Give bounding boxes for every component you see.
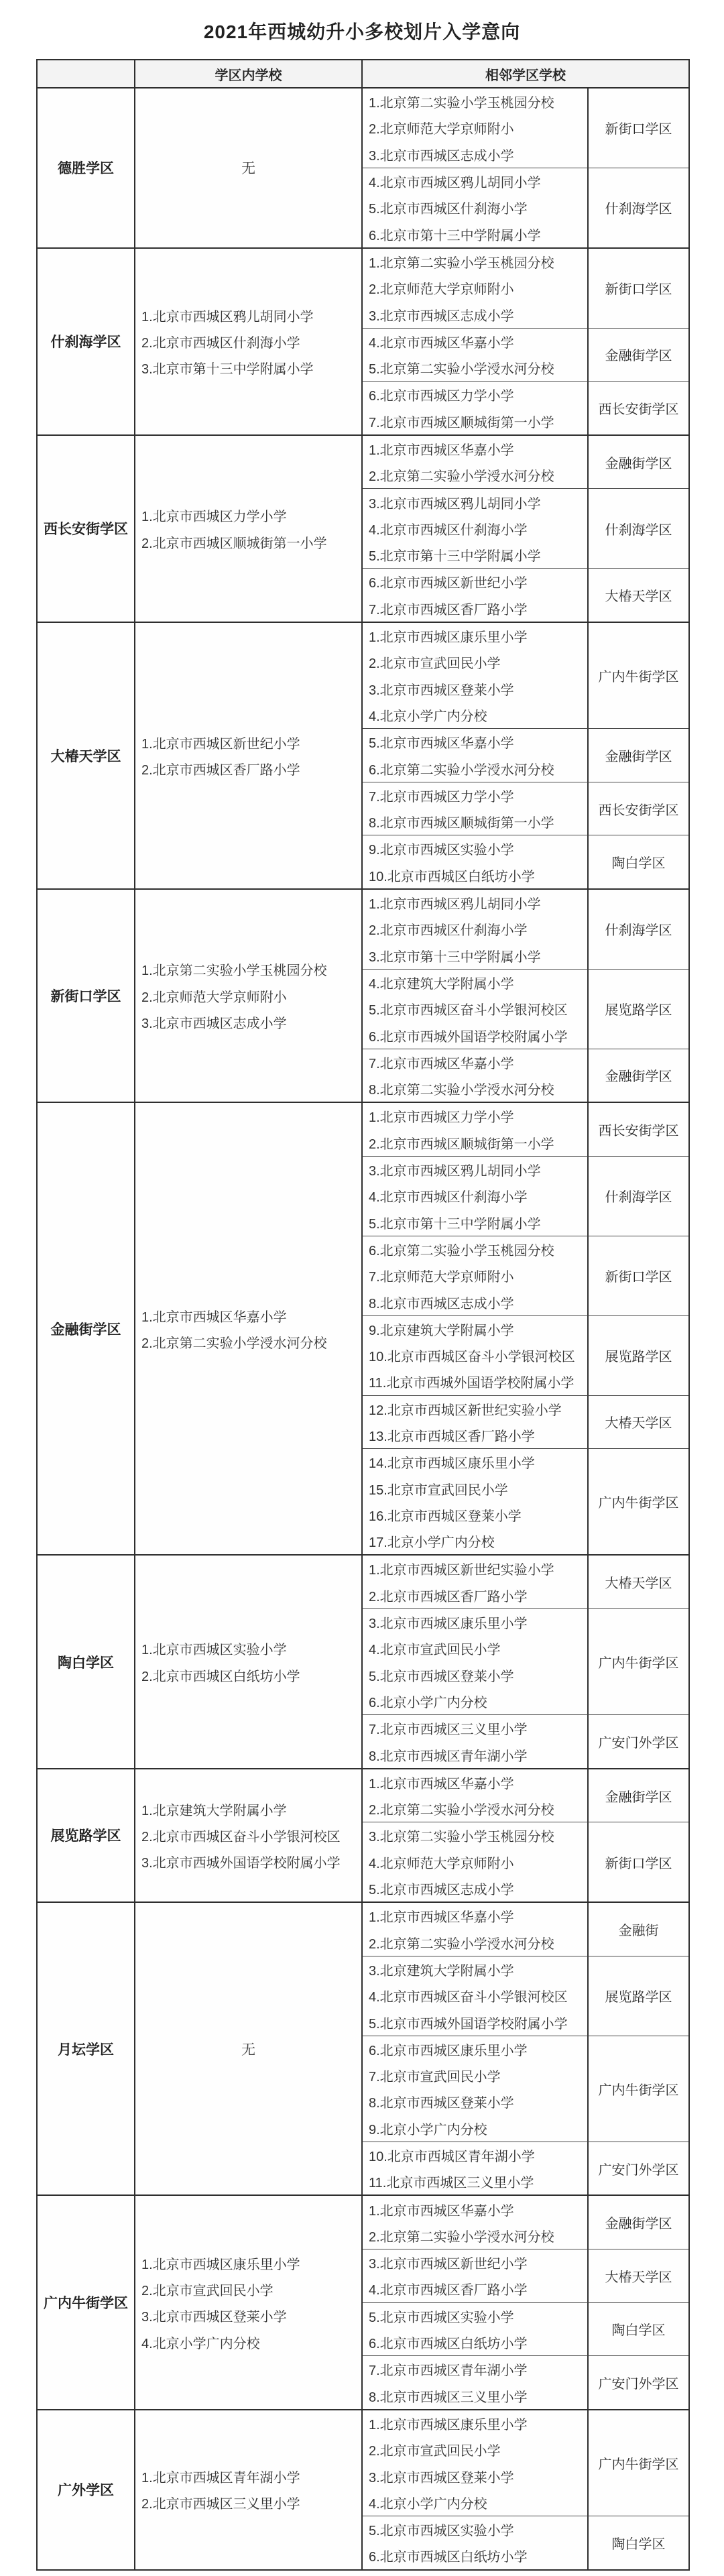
adjacent-group-row xyxy=(363,1903,688,1956)
district-row xyxy=(38,249,688,436)
adjacent-district-label: 什刹海学区 xyxy=(605,202,672,217)
adjacent-school-item: 6.北京市西城区新世纪小学 xyxy=(369,576,528,591)
adjacent-school-item: 2.北京市西城区顺城街第一小学 xyxy=(369,1136,554,1152)
adjacent-group-row xyxy=(363,2036,688,2142)
adjacent-group-row xyxy=(363,89,688,168)
adjacent-school-list xyxy=(363,1715,589,1768)
adjacent-school-item: 1.北京市西城区康乐里小学 xyxy=(369,630,528,646)
adjacent-school-list xyxy=(363,329,589,382)
adjacent-district-label: 广内牛街学区 xyxy=(598,670,679,685)
own-schools-cell xyxy=(135,249,363,434)
adjacent-group-row xyxy=(363,2356,688,2409)
adjacent-group-row xyxy=(363,1449,688,1554)
adjacent-groups-cell xyxy=(363,1556,688,1767)
adjacent-district-label: 什刹海学区 xyxy=(605,1190,672,1206)
adjacent-school-item: 6.北京市西城区白纸坊小学 xyxy=(369,2337,528,2352)
adjacent-district-label: 大椿天学区 xyxy=(605,589,672,605)
adjacent-district-label: 金融街学区 xyxy=(605,1790,672,1805)
own-school-item: 1.北京市西城区华嘉小学 xyxy=(141,1309,287,1325)
adjacent-school-item: 2.北京市宣武回民小学 xyxy=(369,2444,501,2459)
adjacent-school-item: 4.北京市西城区香厂路小学 xyxy=(369,2283,528,2298)
adjacent-school-item: 7.北京师范大学京师附小 xyxy=(369,1270,514,1285)
adjacent-school-item: 2.北京师范大学京师附小 xyxy=(369,122,514,137)
own-school-item: 3.北京市西城区志成小学 xyxy=(141,1016,287,1031)
adjacent-group-row xyxy=(363,2303,688,2357)
adjacent-district-label: 广内牛街学区 xyxy=(598,1656,679,1672)
adjacent-school-list xyxy=(363,835,589,888)
district-row xyxy=(38,1103,688,1556)
own-school-item: 2.北京市西城区三义里小学 xyxy=(141,2497,300,2512)
district-row xyxy=(38,1556,688,1769)
adjacent-school-list xyxy=(363,729,589,782)
own-school-item: 2.北京师范大学京师附小 xyxy=(141,990,287,1005)
adjacent-group-row xyxy=(363,569,688,622)
adjacent-district-label: 广安门外学区 xyxy=(598,2377,679,2392)
adjacent-school-item: 3.北京市第十三中学附属小学 xyxy=(369,949,541,965)
adjacent-district-label: 什刹海学区 xyxy=(605,923,672,939)
adjacent-school-item: 5.北京市西城区奋斗小学银河校区 xyxy=(369,1003,568,1018)
adjacent-school-item: 6.北京市西城区康乐里小学 xyxy=(369,2043,528,2058)
adjacent-groups-cell xyxy=(363,436,688,622)
adjacent-district-label: 新街口学区 xyxy=(605,122,672,137)
adjacent-group-row xyxy=(363,1236,688,1316)
own-school-item: 1.北京市西城区力学小学 xyxy=(141,510,287,525)
adjacent-group-row xyxy=(363,1715,688,1768)
adjacent-school-item: 8.北京市西城区三义里小学 xyxy=(369,2390,528,2405)
adjacent-district-label: 金融街 xyxy=(618,1923,659,1938)
adjacent-group-row xyxy=(363,1956,688,2036)
adjacent-school-list xyxy=(363,569,589,622)
district-row xyxy=(38,890,688,1103)
adjacent-school-item: 7.北京市西城区三义里小学 xyxy=(369,1722,528,1738)
adjacent-school-item: 8.北京市西城区登莱小学 xyxy=(369,2096,514,2111)
own-school-item: 4.北京小学广内分校 xyxy=(141,2336,260,2351)
adjacent-school-item: 3.北京市西城区鸦儿胡同小学 xyxy=(369,1164,541,1179)
adjacent-school-item: 2.北京第二实验小学涭水河分校 xyxy=(369,1803,554,1818)
adjacent-school-item: 8.北京市西城区顺城街第一小学 xyxy=(369,816,554,831)
adjacent-school-list xyxy=(363,2196,589,2249)
adjacent-district-label: 金融街学区 xyxy=(605,456,672,471)
adjacent-groups-cell xyxy=(363,890,688,1102)
adjacent-school-item: 3.北京市西城区登莱小学 xyxy=(369,683,514,698)
own-school-item: 无 xyxy=(241,2042,255,2058)
adjacent-group-row xyxy=(363,2196,688,2249)
adjacent-district-label: 陶白学区 xyxy=(611,856,666,872)
own-schools-cell xyxy=(135,1903,363,2194)
adjacent-school-list xyxy=(363,2356,589,2409)
adjacent-school-item: 2.北京第二实验小学涭水河分校 xyxy=(369,2229,554,2245)
adjacent-school-item: 3.北京市西城区康乐里小学 xyxy=(369,1617,528,1632)
adjacent-school-item: 2.北京第二实验小学涭水河分校 xyxy=(369,469,554,485)
adjacent-school-item: 2.北京市宣武回民小学 xyxy=(369,656,501,672)
own-school-item: 2.北京第二实验小学涭水河分校 xyxy=(141,1336,327,1351)
adjacent-school-list xyxy=(363,489,589,568)
adjacent-groups-cell xyxy=(363,1769,688,1901)
adjacent-groups-cell xyxy=(363,623,688,888)
adjacent-school-item: 11.北京市西城区三义里小学 xyxy=(369,2176,534,2191)
adjacent-school-item: 4.北京市西城区什刹海小学 xyxy=(369,1190,528,1206)
adjacent-school-item: 4.北京市西城区奋斗小学银河校区 xyxy=(369,1990,568,2005)
adjacent-school-item: 1.北京市西城区鸦儿胡同小学 xyxy=(369,897,541,913)
adjacent-school-item: 8.北京市西城区青年湖小学 xyxy=(369,1749,528,1764)
adjacent-school-item: 1.北京市西城区力学小学 xyxy=(369,1110,514,1126)
adjacent-school-list xyxy=(363,1449,589,1554)
adjacent-school-item: 16.北京市西城区登莱小学 xyxy=(369,1509,522,1524)
adjacent-school-list xyxy=(363,2142,589,2195)
adjacent-group-row xyxy=(363,890,688,970)
header-cell-own-schools: 学区内学校 xyxy=(135,60,363,87)
adjacent-school-item: 5.北京市第十三中学附属小学 xyxy=(369,549,541,565)
adjacent-school-item: 5.北京市西城区实验小学 xyxy=(369,2310,514,2325)
own-schools-cell xyxy=(135,1103,363,1554)
adjacent-school-item: 8.北京市西城区志成小学 xyxy=(369,1296,514,1311)
district-row xyxy=(38,436,688,623)
adjacent-school-item: 5.北京市西城区华嘉小学 xyxy=(369,736,514,752)
adjacent-group-row xyxy=(363,1049,688,1102)
own-school-item: 3.北京市第十三中学附属小学 xyxy=(141,362,314,377)
adjacent-school-item: 1.北京市西城区华嘉小学 xyxy=(369,1910,514,1926)
adjacent-district-label: 新街口学区 xyxy=(605,282,672,298)
adjacent-group-row xyxy=(363,729,688,782)
adjacent-groups-cell xyxy=(363,89,688,247)
own-schools-cell xyxy=(135,623,363,888)
adjacent-school-item: 4.北京师范大学京师附小 xyxy=(369,1856,514,1871)
own-school-item: 1.北京市西城区康乐里小学 xyxy=(141,2257,300,2272)
own-school-item: 3.北京市西城区登莱小学 xyxy=(141,2310,287,2325)
adjacent-school-item: 3.北京市西城区新世纪小学 xyxy=(369,2257,528,2272)
adjacent-school-item: 1.北京市西城区华嘉小学 xyxy=(369,443,514,458)
adjacent-group-row xyxy=(363,1822,688,1901)
adjacent-school-item: 6.北京市西城区力学小学 xyxy=(369,389,514,404)
adjacent-school-list xyxy=(363,1556,589,1608)
adjacent-group-row xyxy=(363,623,688,729)
adjacent-school-item: 6.北京第二实验小学玉桃园分校 xyxy=(369,1243,554,1258)
adjacent-group-row xyxy=(363,2142,688,2195)
adjacent-group-row xyxy=(363,835,688,888)
adjacent-school-list xyxy=(363,1903,589,1956)
district-row xyxy=(38,1769,688,1903)
adjacent-district-label: 陶白学区 xyxy=(611,2536,666,2552)
adjacent-school-list xyxy=(363,249,589,328)
adjacent-group-row xyxy=(363,1316,688,1396)
adjacent-groups-cell xyxy=(363,1103,688,1554)
adjacent-school-item: 2.北京市西城区什刹海小学 xyxy=(369,923,528,939)
adjacent-district-label: 广内牛街学区 xyxy=(598,2083,679,2098)
adjacent-school-item: 5.北京市西城区志成小学 xyxy=(369,1883,514,1898)
own-school-item: 无 xyxy=(241,161,255,177)
adjacent-school-list xyxy=(363,2303,589,2356)
adjacent-school-list xyxy=(363,623,589,728)
adjacent-district-label: 金融街学区 xyxy=(605,749,672,764)
adjacent-school-item: 9.北京建筑大学附属小学 xyxy=(369,1323,514,1338)
district-name: 什刹海学区 xyxy=(38,249,135,434)
adjacent-district-label: 大椿天学区 xyxy=(605,1416,672,1431)
adjacent-school-item: 9.北京市西城区实验小学 xyxy=(369,843,514,858)
adjacent-school-item: 10.北京市西城区青年湖小学 xyxy=(369,2150,535,2164)
district-name: 金融街学区 xyxy=(38,1103,135,1554)
adjacent-district-label: 大椿天学区 xyxy=(605,2270,672,2285)
adjacent-school-list xyxy=(363,1396,589,1449)
own-school-item: 2.北京市西城区顺城街第一小学 xyxy=(141,536,327,551)
adjacent-school-item: 6.北京第二实验小学涭水河分校 xyxy=(369,762,554,778)
adjacent-school-list xyxy=(363,436,589,489)
adjacent-school-item: 9.北京小学广内分校 xyxy=(369,2122,487,2138)
adjacent-school-item: 7.北京市西城区香厂路小学 xyxy=(369,602,528,618)
district-name: 西长安街学区 xyxy=(38,436,135,622)
adjacent-school-item: 7.北京市西城区华嘉小学 xyxy=(369,1056,514,1071)
adjacent-school-list xyxy=(363,1049,589,1102)
adjacent-school-item: 7.北京市西城区青年湖小学 xyxy=(369,2363,528,2379)
district-name: 德胜学区 xyxy=(38,89,135,247)
adjacent-school-list xyxy=(363,1103,589,1156)
district-name: 月坛学区 xyxy=(38,1903,135,2194)
own-school-item: 2.北京市西城区白纸坊小学 xyxy=(141,1669,300,1684)
adjacent-school-list xyxy=(363,2516,589,2569)
table-header-row xyxy=(38,60,688,89)
own-school-item: 1.北京第二实验小学玉桃园分校 xyxy=(141,963,327,979)
adjacent-group-row xyxy=(363,1103,688,1157)
district-row xyxy=(38,2410,688,2569)
adjacent-school-list xyxy=(363,89,589,168)
adjacent-district-label: 西长安街学区 xyxy=(598,402,679,418)
district-row xyxy=(38,623,688,890)
adjacent-school-list xyxy=(363,2249,589,2302)
adjacent-group-row xyxy=(363,329,688,382)
adjacent-school-item: 12.北京市西城区新世纪实验小学 xyxy=(369,1403,562,1418)
adjacent-school-item: 3.北京市西城区登莱小学 xyxy=(369,2470,514,2485)
page-title: 2021年西城幼升小多校划片入学意向 xyxy=(203,21,521,42)
adjacent-district-label: 广内牛街学区 xyxy=(598,1496,679,1511)
own-schools-cell xyxy=(135,2410,363,2569)
adjacent-district-label: 广安门外学区 xyxy=(598,2162,679,2178)
adjacent-district-label: 陶白学区 xyxy=(611,2323,666,2339)
adjacent-school-item: 7.北京市西城区顺城街第一小学 xyxy=(369,415,554,430)
school-district-table xyxy=(36,59,690,2571)
adjacent-school-item: 6.北京市第十三中学附属小学 xyxy=(369,228,541,243)
adjacent-school-item: 2.北京师范大学京师附小 xyxy=(369,282,514,298)
own-school-item: 1.北京市西城区实验小学 xyxy=(141,1643,287,1658)
adjacent-school-item: 3.北京建筑大学附属小学 xyxy=(369,1963,514,1979)
adjacent-school-item: 5.北京第二实验小学涭水河分校 xyxy=(369,362,554,377)
adjacent-school-list xyxy=(363,970,589,1049)
adjacent-school-item: 6.北京市西城区白纸坊小学 xyxy=(369,2550,528,2565)
adjacent-school-item: 10.北京市西城区白纸坊小学 xyxy=(369,869,535,884)
adjacent-district-label: 西长安街学区 xyxy=(598,1124,679,1139)
adjacent-school-item: 4.北京市西城区什刹海小学 xyxy=(369,522,528,538)
adjacent-school-list xyxy=(363,2036,589,2142)
adjacent-groups-cell xyxy=(363,2196,688,2408)
adjacent-school-item: 5.北京市西城区什刹海小学 xyxy=(369,202,528,217)
adjacent-school-list xyxy=(363,1236,589,1315)
district-row xyxy=(38,2196,688,2410)
adjacent-district-label: 新街口学区 xyxy=(605,1856,672,1871)
adjacent-school-list xyxy=(363,782,589,835)
adjacent-school-item: 4.北京小学广内分校 xyxy=(369,2496,487,2512)
adjacent-school-list xyxy=(363,2410,589,2516)
adjacent-group-row xyxy=(363,1769,688,1823)
adjacent-district-label: 展览路学区 xyxy=(605,1990,672,2005)
own-school-item: 2.北京市西城区香厂路小学 xyxy=(141,763,300,778)
adjacent-school-item: 14.北京市西城区康乐里小学 xyxy=(369,1456,535,1472)
adjacent-group-row xyxy=(363,1396,688,1450)
adjacent-school-item: 3.北京第二实验小学玉桃园分校 xyxy=(369,1830,554,1845)
adjacent-school-item: 7.北京市宣武回民小学 xyxy=(369,2070,501,2085)
own-schools-cell xyxy=(135,1556,363,1767)
adjacent-school-item: 7.北京市西城区力学小学 xyxy=(369,789,514,805)
adjacent-school-item: 4.北京市宣武回民小学 xyxy=(369,1643,501,1658)
adjacent-group-row xyxy=(363,436,688,489)
adjacent-district-label: 广安门外学区 xyxy=(598,1735,679,1751)
district-name: 新街口学区 xyxy=(38,890,135,1102)
adjacent-group-row xyxy=(363,168,688,247)
own-school-item: 1.北京市西城区新世纪小学 xyxy=(141,736,300,752)
adjacent-district-label: 什刹海学区 xyxy=(605,522,672,538)
own-schools-cell xyxy=(135,890,363,1102)
district-name: 大椿天学区 xyxy=(38,623,135,888)
adjacent-district-label: 大椿天学区 xyxy=(605,1576,672,1592)
adjacent-school-item: 4.北京小学广内分校 xyxy=(369,709,487,724)
adjacent-school-item: 13.北京市西城区香厂路小学 xyxy=(369,1429,535,1444)
adjacent-school-item: 6.北京小学广内分校 xyxy=(369,1695,487,1710)
own-school-item: 3.北京市西城外国语学校附属小学 xyxy=(141,1856,341,1871)
adjacent-school-item: 1.北京市西城区华嘉小学 xyxy=(369,2203,514,2219)
adjacent-school-list xyxy=(363,382,589,434)
adjacent-school-item: 1.北京第二实验小学玉桃园分校 xyxy=(369,96,554,111)
adjacent-group-row xyxy=(363,489,688,569)
adjacent-school-item: 3.北京市西城区志成小学 xyxy=(369,308,514,324)
own-school-item: 1.北京市西城区鸦儿胡同小学 xyxy=(141,309,314,325)
adjacent-school-item: 1.北京市西城区康乐里小学 xyxy=(369,2417,528,2433)
own-school-item: 2.北京市宣武回民小学 xyxy=(141,2283,274,2298)
own-school-item: 2.北京市西城区什刹海小学 xyxy=(141,335,300,351)
adjacent-district-label: 西长安街学区 xyxy=(598,803,679,818)
district-row xyxy=(38,89,688,249)
adjacent-school-item: 1.北京市西城区华嘉小学 xyxy=(369,1776,514,1792)
adjacent-school-item: 15.北京市宣武回民小学 xyxy=(369,1482,508,1498)
adjacent-school-item: 5.北京市西城区实验小学 xyxy=(369,2524,514,2539)
adjacent-district-label: 金融街学区 xyxy=(605,349,672,364)
header-cell-blank xyxy=(38,60,135,87)
adjacent-school-item: 3.北京市西城区鸦儿胡同小学 xyxy=(369,496,541,512)
adjacent-school-item: 4.北京建筑大学附属小学 xyxy=(369,976,514,992)
adjacent-school-item: 2.北京第二实验小学涭水河分校 xyxy=(369,1936,554,1952)
adjacent-school-item: 6.北京市西城外国语学校附属小学 xyxy=(369,1029,568,1045)
adjacent-group-row xyxy=(363,2249,688,2303)
header-cell-adjacent-schools: 相邻学区学校 xyxy=(485,68,566,83)
adjacent-school-item: 10.北京市西城区奋斗小学银河校区 xyxy=(369,1350,575,1365)
own-school-item: 2.北京市西城区奋斗小学银河校区 xyxy=(141,1829,341,1845)
adjacent-school-list xyxy=(363,168,589,247)
district-name: 陶白学区 xyxy=(38,1556,135,1767)
adjacent-group-row xyxy=(363,382,688,434)
table-body xyxy=(38,89,688,2569)
district-name: 广内牛街学区 xyxy=(38,2196,135,2408)
adjacent-school-list xyxy=(363,1609,589,1714)
adjacent-group-row xyxy=(363,1157,688,1236)
adjacent-district-label: 展览路学区 xyxy=(605,1003,672,1018)
adjacent-school-list xyxy=(363,1769,589,1822)
adjacent-group-row xyxy=(363,2410,688,2516)
adjacent-school-item: 3.北京市西城区志成小学 xyxy=(369,148,514,164)
adjacent-district-label: 金融街学区 xyxy=(605,2217,672,2232)
own-school-item: 1.北京市西城区青年湖小学 xyxy=(141,2471,300,2486)
adjacent-school-item: 2.北京市西城区香厂路小学 xyxy=(369,1589,528,1604)
adjacent-school-item: 11.北京市西城外国语学校附属小学 xyxy=(369,1376,575,1391)
adjacent-group-row xyxy=(363,782,688,836)
adjacent-school-item: 8.北京第二实验小学涭水河分校 xyxy=(369,1083,554,1098)
adjacent-groups-cell xyxy=(363,1903,688,2194)
adjacent-school-item: 17.北京小学广内分校 xyxy=(369,1535,495,1551)
adjacent-group-row xyxy=(363,2516,688,2569)
own-schools-cell xyxy=(135,2196,363,2408)
own-schools-cell xyxy=(135,1769,363,1901)
adjacent-district-label: 广内牛街学区 xyxy=(598,2457,679,2472)
adjacent-school-list xyxy=(363,1956,589,2036)
adjacent-district-label: 展览路学区 xyxy=(605,1350,672,1365)
adjacent-school-item: 5.北京市西城外国语学校附属小学 xyxy=(369,2016,568,2032)
district-name: 广外学区 xyxy=(38,2410,135,2569)
adjacent-school-list xyxy=(363,1316,589,1395)
district-name: 展览路学区 xyxy=(38,1769,135,1901)
adjacent-district-label: 金融街学区 xyxy=(605,1069,672,1085)
adjacent-district-label: 新街口学区 xyxy=(605,1270,672,1285)
adjacent-school-item: 5.北京市第十三中学附属小学 xyxy=(369,1216,541,1232)
adjacent-group-row xyxy=(363,1556,688,1609)
adjacent-school-list xyxy=(363,890,589,969)
own-school-item: 1.北京建筑大学附属小学 xyxy=(141,1803,287,1818)
adjacent-school-item: 5.北京市西城区登莱小学 xyxy=(369,1669,514,1684)
adjacent-groups-cell xyxy=(363,2410,688,2569)
adjacent-school-list xyxy=(363,1157,589,1236)
adjacent-school-list xyxy=(363,1822,589,1901)
adjacent-group-row xyxy=(363,970,688,1049)
own-schools-cell xyxy=(135,89,363,247)
adjacent-school-item: 1.北京市西城区新世纪实验小学 xyxy=(369,1563,554,1578)
adjacent-group-row xyxy=(363,1609,688,1715)
adjacent-school-item: 1.北京第二实验小学玉桃园分校 xyxy=(369,255,554,271)
adjacent-group-row xyxy=(363,249,688,329)
adjacent-school-item: 4.北京市西城区鸦儿胡同小学 xyxy=(369,176,541,191)
district-row xyxy=(38,1903,688,2196)
adjacent-groups-cell xyxy=(363,249,688,434)
own-schools-cell xyxy=(135,436,363,622)
adjacent-school-item: 4.北京市西城区华嘉小学 xyxy=(369,335,514,351)
